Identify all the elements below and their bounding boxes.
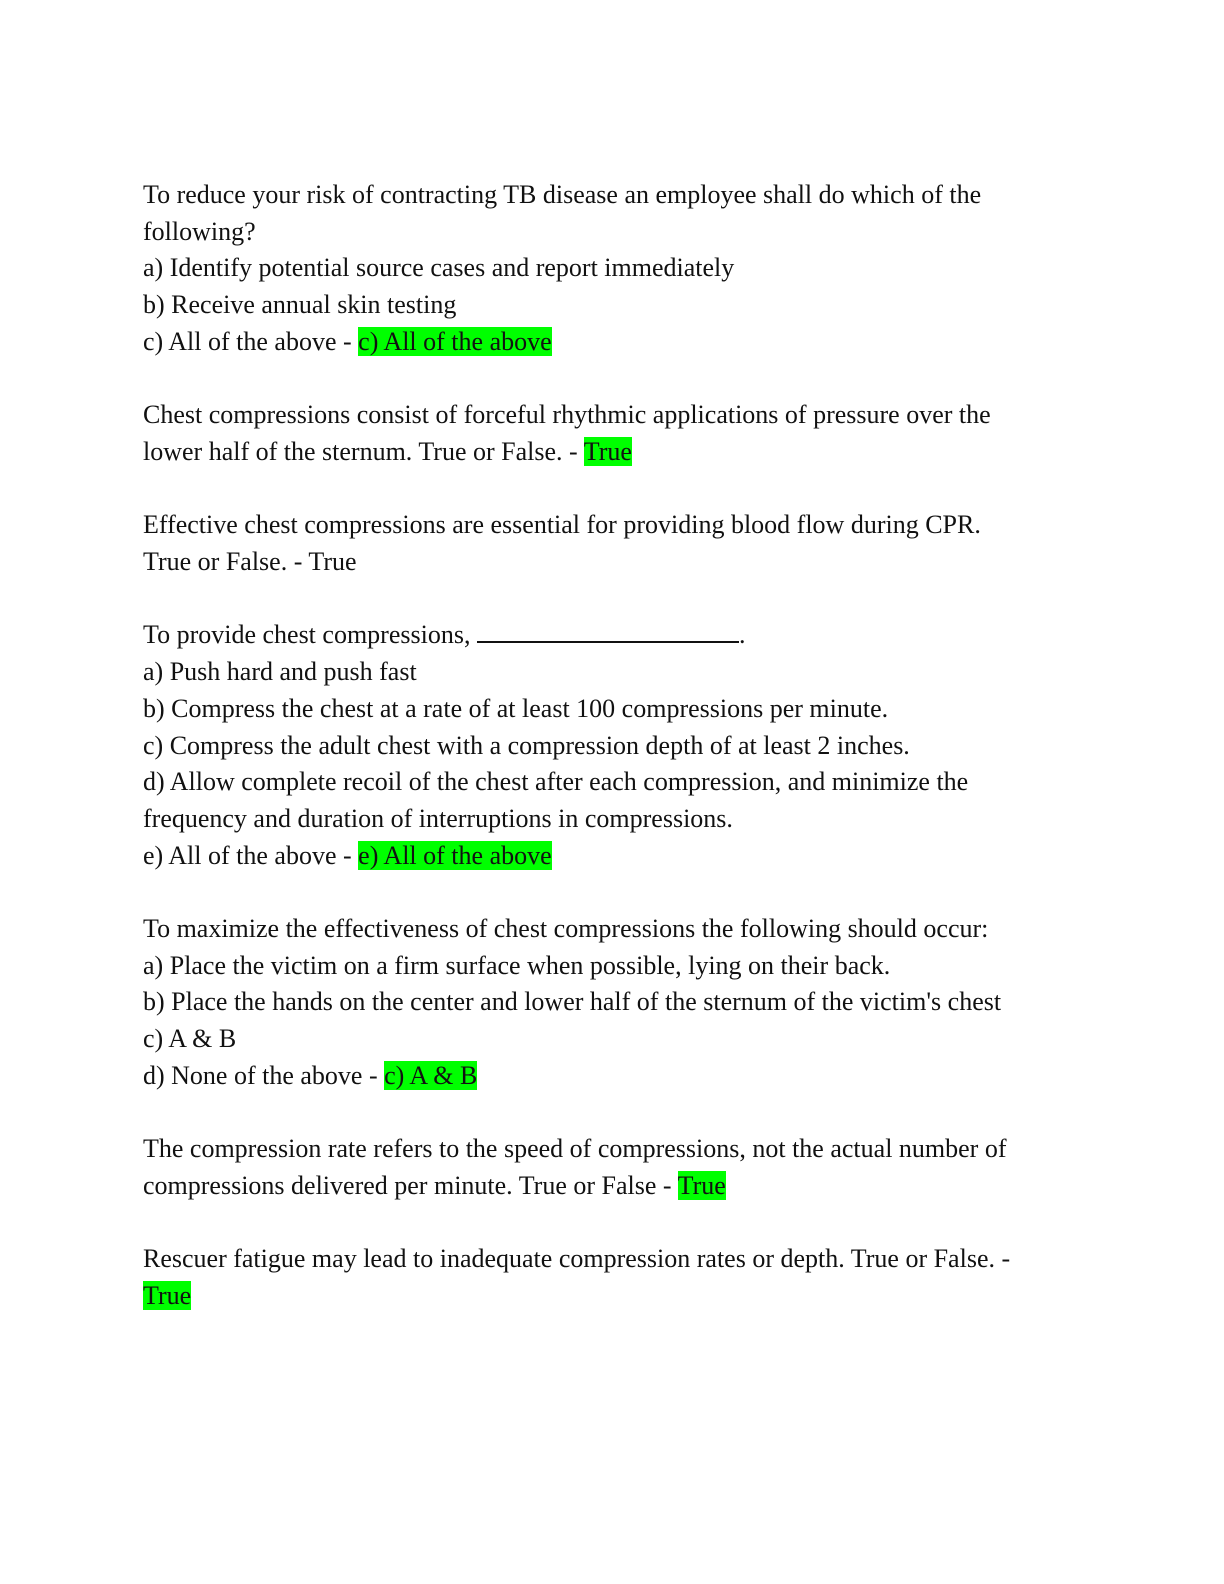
highlighted-answer: True [583,436,632,466]
option-text: d) None of the above - [143,1060,385,1090]
question-block-blood-flow [143,507,1093,580]
option-line: frequency and duration of interruptions in compressions. [143,803,733,833]
question-line: following? [143,216,256,246]
highlighted-answer: e) All of the above [358,840,552,870]
option-line: d) Allow complete recoil of the chest after each compression, and minimize the [143,767,969,797]
document-body [143,177,1093,1351]
question-line: To reduce your risk of contracting TB disease an employee shall do which of the [143,180,982,209]
answer-line [143,1278,1093,1315]
option-line: c) A & B [143,1024,237,1054]
question-line: The compression rate refers to the speed of compressions, not the actual number of [143,1134,1007,1164]
answer-line [143,1168,1093,1205]
question-block-provide-compressions [143,617,1093,874]
option-line: b) Compress the chest at a rate of at least 100 compressions per minute. [143,693,889,723]
question-block-maximize-effectiveness [143,911,1093,1095]
question-text: lower half of the sternum. True or False. - [143,436,584,466]
question-block-tb [143,177,1093,361]
question-line: Effective chest compressions are essential for providing blood flow during CPR. [143,510,981,540]
option-line: a) Push hard and push fast [143,657,417,687]
option-text: c) All of the above - [143,326,359,356]
question-line: Rescuer fatigue may lead to inadequate compression rates or depth. True or False. - [143,1244,1011,1274]
question-punctuation: . [738,620,746,650]
option-line: b) Receive annual skin testing [143,290,457,320]
question-block-sternum [143,397,1093,470]
option-line: c) Compress the adult chest with a compression depth of at least 2 inches. [143,730,910,760]
question-line [143,617,1093,654]
highlighted-answer: True [143,1281,192,1310]
option-line: a) Identify potential source cases and report immediately [143,253,735,283]
fill-in-blank [477,617,739,643]
highlighted-answer: c) A & B [384,1060,478,1090]
option-line: b) Place the hands on the center and lower half of the sternum of the victim's chest [143,987,1002,1017]
question-text: compressions delivered per minute. True or False - [143,1170,678,1200]
highlighted-answer: c) All of the above [358,326,552,356]
option-text: e) All of the above - [143,840,359,870]
question-text: To provide chest compressions, [143,620,477,650]
question-block-compression-rate [143,1131,1093,1204]
answer-line [143,1058,1093,1095]
question-line: To maximize the effectiveness of chest compressions the following should occur: [143,914,989,943]
answer-line: True or False. - True [143,547,357,576]
answer-line [143,434,1093,471]
answer-line [143,324,1093,361]
question-line: Chest compressions consist of forceful rhythmic applications of pressure over the [143,400,991,430]
question-block-rescuer-fatigue [143,1241,1093,1314]
option-line: a) Place the victim on a firm surface when possible, lying on their back. [143,950,891,980]
highlighted-answer: True [677,1170,726,1200]
answer-line [143,838,1093,875]
